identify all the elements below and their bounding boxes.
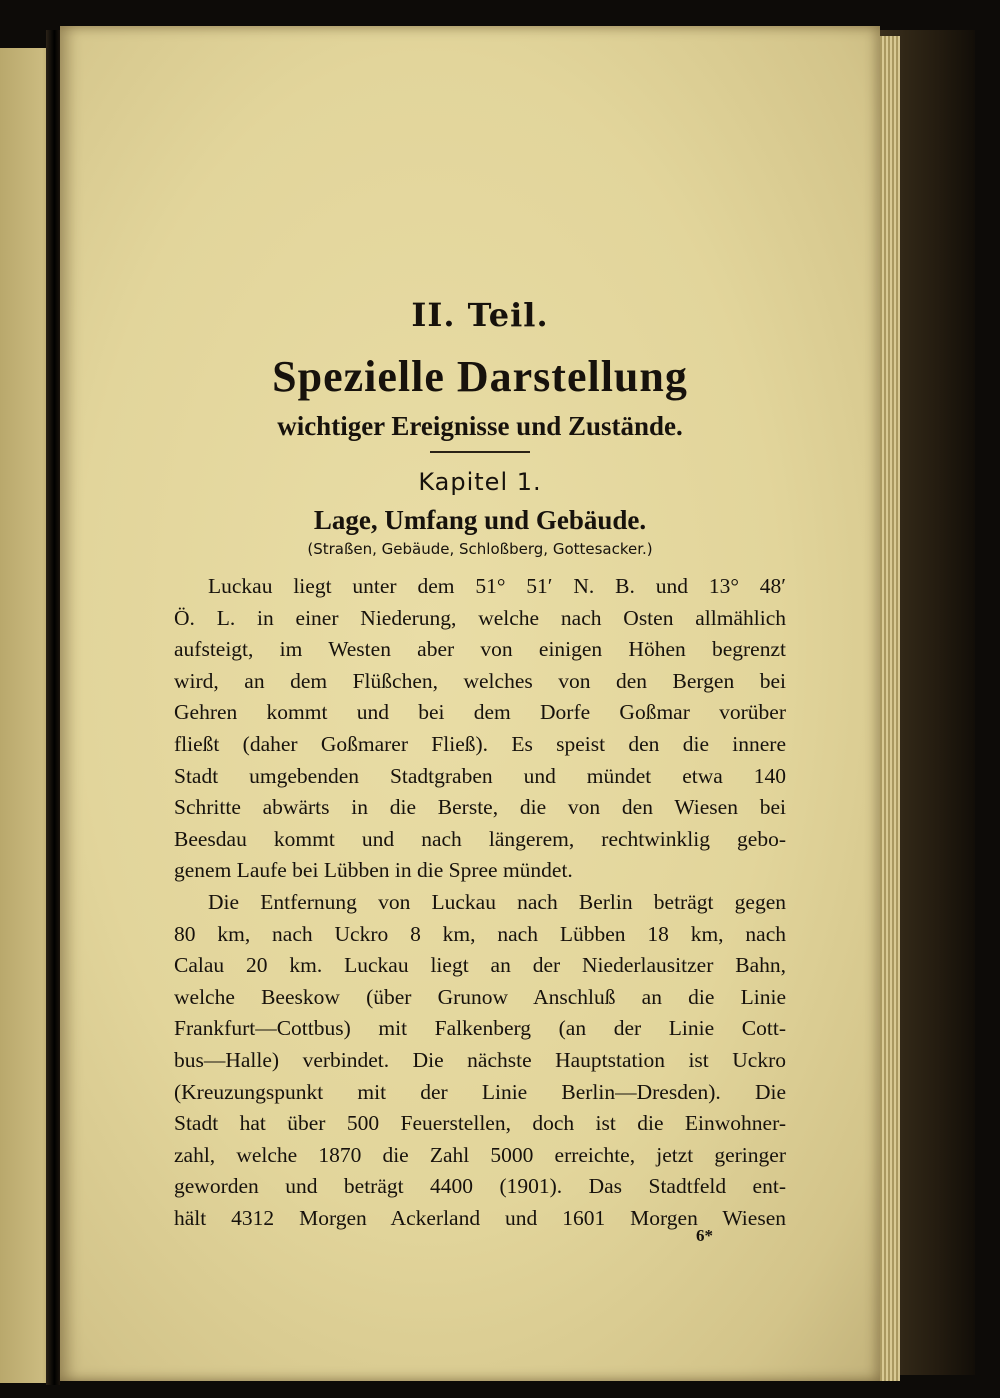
text-line: Beesdau kommt und nach längerem, rechtwinklig gebo- xyxy=(174,826,786,851)
chapter-title: Lage, Umfang und Gebäude. xyxy=(313,505,647,535)
text-line: hält 4312 Morgen Ackerland und 1601 Morgen Wiesen xyxy=(174,1205,786,1230)
page-number: 6* xyxy=(696,1226,713,1245)
text-line: fließt (daher Goßmarer Fließ). Es speist den die innere xyxy=(174,731,786,756)
part-heading: II. Teil. xyxy=(411,296,549,334)
text-line: Ö. L. in einer Niederung, welche nach Osten allmählich xyxy=(174,605,786,630)
book-gutter xyxy=(46,30,60,1385)
section-title: Spezielle Darstellung xyxy=(272,352,688,401)
text-line: Die Entfernung von Luckau nach Berlin beträgt gegen xyxy=(208,889,786,914)
text-line: Frankfurt—Cottbus) mit Falkenberg (an der Linie Cott- xyxy=(174,1016,786,1041)
text-line: Stadt hat über 500 Feuerstellen, doch ist die Einwohner- xyxy=(174,1111,786,1136)
text-line: geworden und beträgt 4400 (1901). Das Stadtfeld ent- xyxy=(174,1174,786,1199)
text-line: bus—Halle) verbindet. Die nächste Hauptstation ist Uckro xyxy=(174,1047,786,1072)
text-line: Calau 20 km. Luckau liegt an der Niederlausitzer Bahn, xyxy=(174,953,786,978)
chapter-subtitle: (Straßen, Gebäude, Schloßberg, Gottesacker.) xyxy=(307,540,653,558)
divider-rule xyxy=(430,451,530,453)
text-line: (Kreuzungspunkt mit der Linie Berlin—Dresden). Die xyxy=(174,1079,786,1104)
text-line: zahl, welche 1870 die Zahl 5000 erreichte, jetzt geringer xyxy=(174,1142,786,1167)
text-line: Luckau liegt unter dem 51° 51′ N. B. und 13° 48′ xyxy=(208,574,786,598)
text-line: 80 km, nach Uckro 8 km, nach Lübben 18 km, nach xyxy=(174,921,786,946)
text-line: Schritte abwärts in die Berste, die von den Wiesen bei xyxy=(174,795,786,820)
chapter-label: Kapitel 1. xyxy=(418,468,542,496)
book-page xyxy=(60,26,880,1381)
text-line: aufsteigt, im Westen aber von einigen Höhen begrenzt xyxy=(174,637,786,662)
text-line: wird, an dem Flüßchen, welches von den Bergen bei xyxy=(174,668,786,693)
text-line: genem Laufe bei Lübben in die Spree mündet. xyxy=(174,858,573,883)
text-line: Stadt umgebenden Stadtgraben und mündet etwa 140 xyxy=(174,763,786,788)
text-line: welche Beeskow (über Grunow Anschluß an die Linie xyxy=(174,984,786,1009)
text-line: Gehren kommt und bei dem Dorfe Goßmar vorüber xyxy=(174,700,786,725)
body-text xyxy=(174,571,786,1234)
section-subtitle: wichtiger Ereignisse und Zustände. xyxy=(277,411,683,441)
